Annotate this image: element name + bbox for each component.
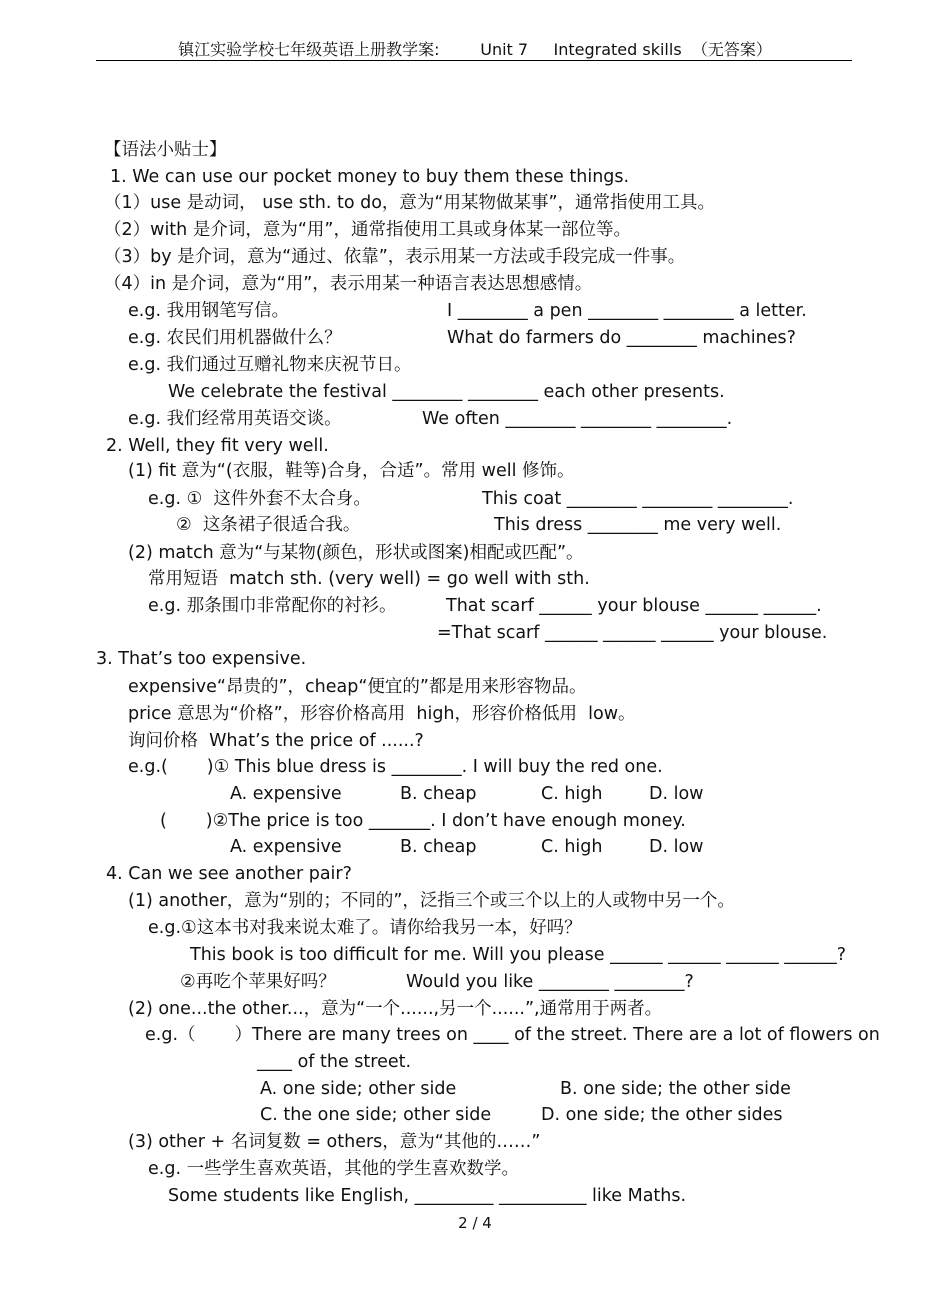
option-b: B. cheap (400, 784, 477, 804)
header-rule (96, 60, 852, 61)
option-d: D. low (649, 837, 704, 857)
example-cn: e.g. 我用钢笔写信。 (128, 301, 290, 321)
point-1-heading: 1. We can use our pocket money to buy them these things. (110, 167, 630, 187)
option-d: D. one side; the other sides (541, 1105, 783, 1125)
example-cn: e.g. 我们经常用英语交谈。 (128, 409, 342, 429)
point-4-heading: 4. Can we see another pair? (106, 864, 352, 884)
option-c: C. the one side; other side (260, 1105, 492, 1125)
example-en-blanks: I ________ a pen ________ ________ a letter. (447, 301, 807, 321)
example-cn: e.g. 我们通过互赠礼物来庆祝节日。 (128, 355, 412, 375)
example-en-blanks: This book is too difficult for me. Will you please ______ ______ ______ ______? (190, 945, 847, 965)
example-cn: e.g.①这本书对我来说太难了。请你给我另一本，好吗？ (148, 918, 582, 938)
note-another: (1) another，意为“别的；不同的”，泛指三个或三个以上的人或物中另一个。 (128, 891, 735, 911)
page-number: 2 / 4 (458, 1214, 492, 1232)
page-header: 镇江实验学校七年级英语上册教学案: Unit 7 Integrated skills （无答案） (178, 40, 772, 59)
example-cn: ②再吃个苹果好吗？ (180, 972, 336, 992)
example-en-blanks: What do farmers do ________ machines? (447, 328, 796, 348)
example-cn: e.g. 一些学生喜欢英语，其他的学生喜欢数学。 (148, 1159, 520, 1179)
option-a: A. expensive (230, 837, 342, 857)
note-others: (3) other + 名词复数 = others，意为“其他的……” (128, 1132, 541, 1152)
question-1: e.g.( )① This blue dress is ________. I will buy the red one. (128, 757, 663, 777)
example-en-blanks: Some students like English, _________ __________ like Maths. (168, 1186, 687, 1206)
note-price: price 意思为“价格”，形容价格高用 high，形容价格低用 low。 (128, 704, 636, 724)
example-cn: ② 这条裙子很适合我。 (176, 515, 361, 535)
phrase-note: 常用短语 match sth. (very well) = go well with sth. (148, 569, 590, 589)
note-one-the-other: (2) one...the other...，意为“一个......,另一个......”,通常用于两者。 (128, 999, 663, 1019)
note-match: (2) match 意为“与某物(颜色，形状或图案)相配或匹配”。 (128, 543, 584, 563)
example-cn: e.g. 那条围巾非常配你的衬衫。 (148, 596, 397, 616)
question-3: e.g.（ ）There are many trees on ____ of the street. There are a lot of flowers on (145, 1025, 880, 1045)
note-ask-price: 询问价格 What’s the price of ......? (128, 731, 424, 751)
note-3-by: （3）by 是介词，意为“通过、依靠”，表示用某一方法或手段完成一件事。 (104, 247, 686, 267)
example-en-blanks: Would you like ________ ________? (406, 972, 694, 992)
example-en-blanks: That scarf ______ your blouse ______ ______. (446, 596, 822, 616)
note-4-in: （4）in 是介词，意为“用”，表示用某一种语言表达思想感情。 (104, 274, 593, 294)
option-a: A. one side; other side (260, 1079, 457, 1099)
option-b: B. cheap (400, 837, 477, 857)
example-en-blanks: We often ________ ________ ________. (422, 409, 733, 429)
question-3-cont: ____ of the street. (257, 1052, 412, 1072)
option-b: B. one side; the other side (560, 1079, 791, 1099)
note-fit: (1) fit 意为“(衣服，鞋等)合身，合适”。常用 well 修饰。 (128, 461, 575, 481)
example-cn: e.g. 农民们用机器做什么？ (128, 328, 342, 348)
question-2: ( )②The price is too _______. I don’t have enough money. (160, 811, 686, 831)
example-cn: e.g. ① 这件外套不太合身。 (148, 489, 371, 509)
option-a: A. expensive (230, 784, 342, 804)
option-c: C. high (541, 837, 603, 857)
example-en-blanks: We celebrate the festival ________ ________ each other presents. (168, 382, 725, 402)
example-en-blanks: This dress ________ me very well. (494, 515, 782, 535)
note-2-with: （2）with 是介词，意为“用”，通常指使用工具或身体某一部位等。 (104, 220, 631, 240)
option-d: D. low (649, 784, 704, 804)
example-en-blanks: =That scarf ______ ______ ______ your blouse. (437, 623, 828, 643)
point-2-heading: 2. Well, they fit very well. (106, 436, 329, 456)
note-1-use: （1）use 是动词， use sth. to do，意为“用某物做某事”，通常指使用工具。 (104, 193, 716, 213)
section-title: 【语法小贴士】 (104, 140, 227, 160)
point-3-heading: 3. That’s too expensive. (96, 649, 307, 669)
example-en-blanks: This coat ________ ________ ________. (482, 489, 794, 509)
note-expensive-cheap: expensive“昂贵的”，cheap“便宜的”都是用来形容物品。 (128, 677, 587, 697)
option-c: C. high (541, 784, 603, 804)
